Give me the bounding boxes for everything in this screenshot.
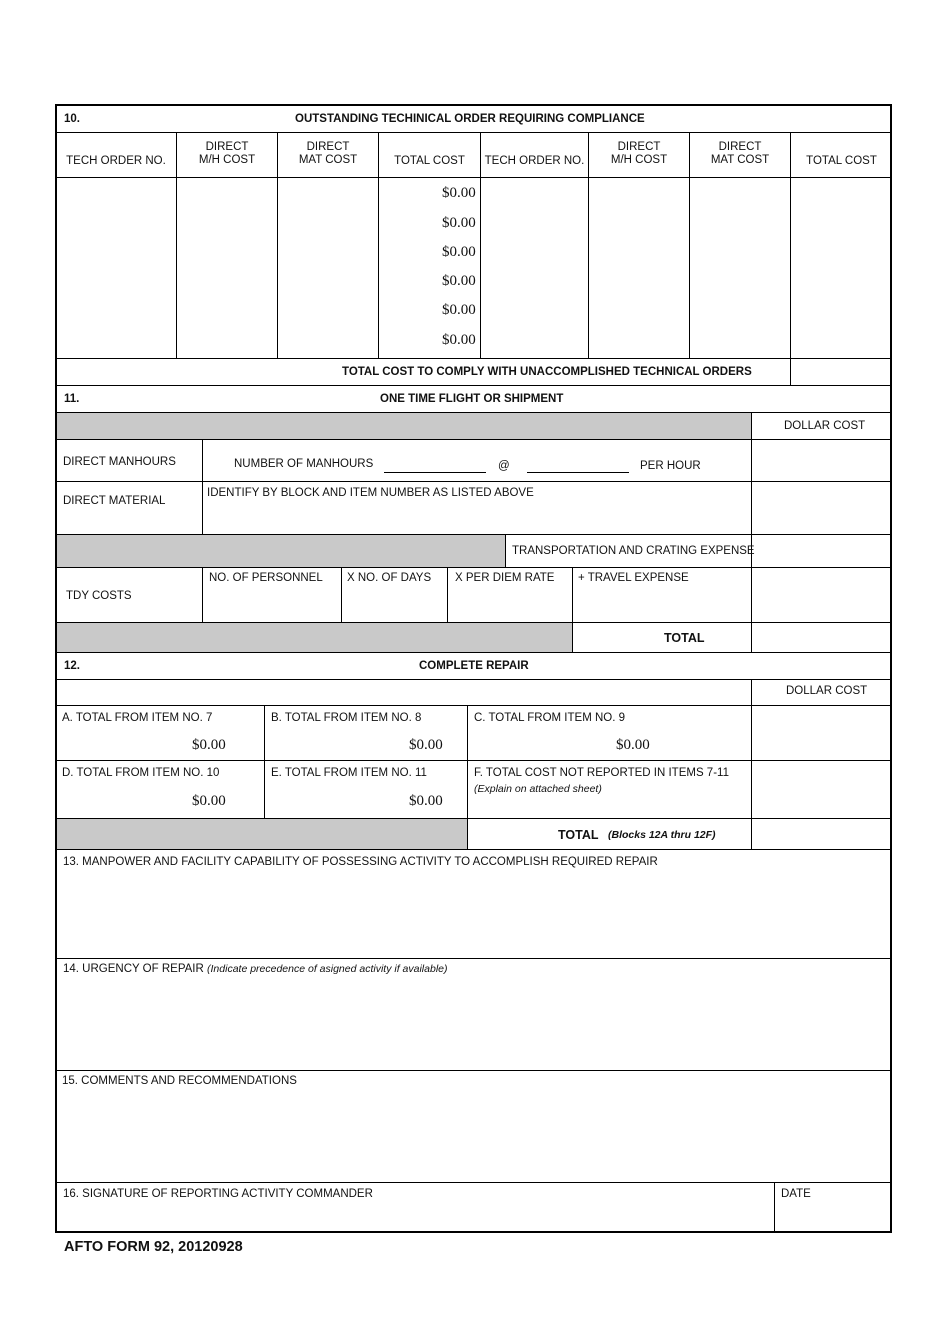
s10-col-mh-cost-2: DIRECT M/H COST: [610, 141, 668, 166]
s11-identify-label: IDENTIFY BY BLOCK AND ITEM NUMBER AS LISTED ABOVE: [207, 487, 534, 499]
s10-total-row-6: $0.00: [442, 332, 476, 348]
s11-tdy-costs-label: TDY COSTS: [66, 590, 132, 602]
s12-a-label: A. TOTAL FROM ITEM NO. 7: [62, 712, 213, 724]
s10-col-mh-cost-1: DIRECT M/H COST: [198, 141, 256, 166]
section13-label: 13. MANPOWER AND FACILITY CAPABILITY OF POSSESSING ACTIVITY TO ACCOMPLISH REQUIRED REPAIR: [63, 856, 658, 868]
s10-col-total-cost-2: TOTAL COST: [806, 155, 877, 167]
s11-total-label: TOTAL: [664, 631, 705, 645]
s10-col-mat-cost-1: DIRECT MAT COST: [298, 141, 358, 166]
section12-number: 12.: [64, 660, 80, 672]
s11-travel-expense-label: + TRAVEL EXPENSE: [578, 572, 689, 584]
s10-col-tech-order-1: TECH ORDER NO.: [66, 155, 166, 167]
section15-label: 15. COMMENTS AND RECOMMENDATIONS: [62, 1075, 297, 1087]
s11-per-diem-label: X PER DIEM RATE: [455, 572, 555, 584]
s11-manhours-input-line[interactable]: [384, 472, 486, 473]
s10-total-row-4: $0.00: [442, 273, 476, 289]
s12-f-label: F. TOTAL COST NOT REPORTED IN ITEMS 7-11: [474, 767, 729, 779]
section16-date-label: DATE: [781, 1188, 811, 1200]
s12-c-value: $0.00: [616, 737, 650, 753]
s11-number-of-manhours-label: NUMBER OF MANHOURS: [234, 458, 374, 470]
s11-per-hour-label: PER HOUR: [640, 460, 701, 472]
s12-c-label: C. TOTAL FROM ITEM NO. 9: [474, 712, 626, 724]
section16-label: 16. SIGNATURE OF REPORTING ACTIVITY COMMANDER: [63, 1188, 373, 1200]
section11-number: 11.: [64, 393, 80, 405]
s10-col-mat-cost-2: DIRECT MAT COST: [710, 141, 770, 166]
section11-title: ONE TIME FLIGHT OR SHIPMENT: [380, 393, 564, 405]
section10-title: OUTSTANDING TECHINICAL ORDER REQUIRING COMPLIANCE: [295, 113, 645, 125]
s11-no-personnel-label: NO. OF PERSONNEL: [209, 572, 323, 584]
s12-d-label: D. TOTAL FROM ITEM NO. 10: [62, 767, 220, 779]
s12-f-note: (Explain on attached sheet): [474, 783, 602, 795]
s11-dollar-cost-header: DOLLAR COST: [784, 420, 866, 432]
s11-rate-input-line[interactable]: [527, 472, 629, 473]
s12-b-value: $0.00: [409, 737, 443, 753]
s10-total-row-2: $0.00: [442, 215, 476, 231]
section10-number: 10.: [64, 113, 80, 125]
s12-dollar-cost-header: DOLLAR COST: [786, 685, 868, 697]
s11-at-symbol: @: [498, 460, 510, 472]
s12-total-note: (Blocks 12A thru 12F): [608, 829, 716, 841]
s10-total-row-1: $0.00: [442, 185, 476, 201]
s12-b-label: B. TOTAL FROM ITEM NO. 8: [271, 712, 422, 724]
section14-note: (Indicate precedence of asigned activity if available): [207, 963, 448, 975]
s12-a-value: $0.00: [192, 737, 226, 753]
s12-e-value: $0.00: [409, 793, 443, 809]
section12-title: COMPLETE REPAIR: [419, 660, 529, 672]
s11-transportation-label: TRANSPORTATION AND CRATING EXPENSE: [512, 545, 755, 557]
s10-col-tech-order-2: TECH ORDER NO.: [484, 155, 585, 167]
s10-col-total-cost-1: TOTAL COST: [394, 155, 465, 167]
form-footer: AFTO FORM 92, 20120928: [64, 1239, 243, 1255]
s10-total-row-5: $0.00: [442, 302, 476, 318]
section14-label: 14. URGENCY OF REPAIR (Indicate precedence of asigned activity if available): [63, 963, 448, 975]
s10-total-row-3: $0.00: [442, 244, 476, 260]
s12-total-label: TOTAL: [558, 828, 599, 842]
s11-direct-material-label: DIRECT MATERIAL: [63, 495, 166, 507]
s10-total-label: TOTAL COST TO COMPLY WITH UNACCOMPLISHED TECHNICAL ORDERS: [342, 366, 752, 378]
s11-no-days-label: X NO. OF DAYS: [347, 572, 432, 584]
s11-direct-manhours-label: DIRECT MANHOURS: [63, 456, 176, 468]
s12-e-label: E. TOTAL FROM ITEM NO. 11: [271, 767, 427, 779]
s12-d-value: $0.00: [192, 793, 226, 809]
